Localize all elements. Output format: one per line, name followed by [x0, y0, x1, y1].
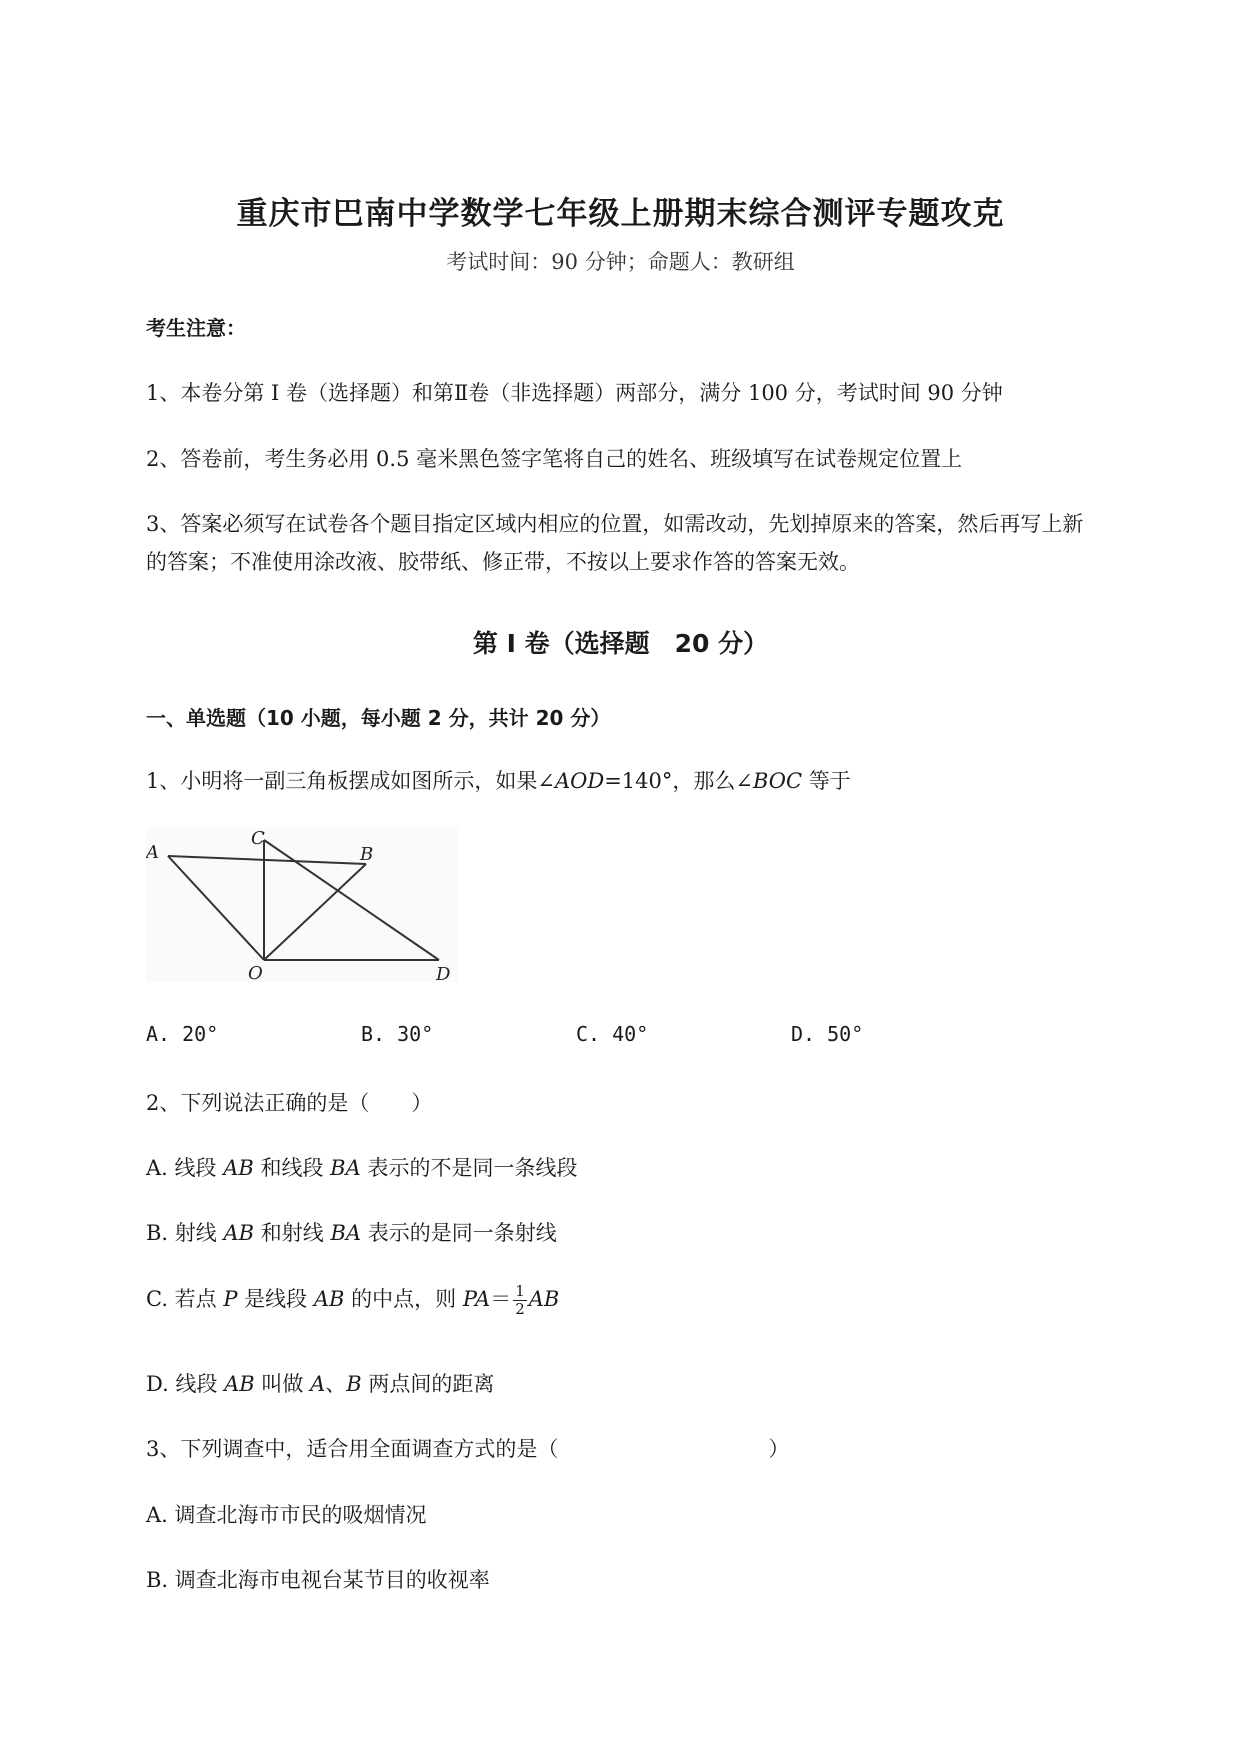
label-o: O: [248, 963, 263, 982]
label-d: D: [436, 964, 451, 982]
q2-option-d: [146, 1368, 494, 1398]
notice-item: 1、本卷分第 I 卷（选择题）和第Ⅱ卷（非选择题）两部分，满分 100 分，考试时间 90 分钟: [146, 381, 1003, 405]
option-text: 表示的是同一条射线: [361, 1221, 557, 1245]
option-text: 叫做: [254, 1372, 311, 1396]
var: AB: [223, 1221, 255, 1245]
angle-var: AOD: [554, 769, 605, 793]
var: AB: [528, 1287, 560, 1311]
q2-option-a: [146, 1152, 577, 1182]
exam-title: 重庆市巴南中学数学七年级上册期末综合测评专题攻克: [236, 196, 1005, 232]
fraction: [513, 1283, 527, 1318]
option-text: ＝: [490, 1287, 512, 1311]
label-b: B: [360, 844, 374, 865]
notice-item: 2、答卷前，考生务必用 0.5 毫米黑色签字笔将自己的姓名、班级填写在试卷规定位置上: [146, 447, 963, 471]
q2-option-c: [146, 1283, 559, 1318]
section-title: 第 I 卷（选择题 20 分）: [472, 629, 769, 658]
option-text: A. 线段: [146, 1156, 224, 1180]
notice-item: 3、答案必须写在试卷各个题目指定区域内相应的位置，如需改动，先划掉原来的答案，然后再写上新: [146, 512, 1084, 536]
fraction-denominator: 2: [515, 1300, 525, 1318]
option-text: 和线段: [253, 1156, 331, 1180]
fraction-numerator: 1: [515, 1282, 525, 1300]
option-text: 表示的不是同一条线段: [360, 1156, 578, 1180]
option-text: B. 射线: [146, 1221, 224, 1245]
exam-subtitle: 考试时间：90 分钟；命题人：教研组: [446, 250, 795, 274]
stem-text: =140°，那么∠: [604, 769, 753, 793]
q1-option-b: B. 30°: [361, 1022, 434, 1046]
var: AB: [223, 1156, 254, 1180]
label-c: C: [251, 828, 265, 849]
var: BA: [330, 1156, 361, 1180]
triangle-figure: [146, 828, 458, 982]
stem-text: 等于: [802, 769, 851, 793]
var: P: [223, 1287, 238, 1311]
option-text: 、: [325, 1372, 347, 1396]
var: AB: [313, 1287, 345, 1311]
question-1-stem: [146, 765, 851, 795]
option-text: 是线段: [237, 1287, 314, 1311]
var: A: [310, 1372, 326, 1396]
option-text: C. 若点: [146, 1287, 224, 1311]
question-3-stem: 3、下列调查中，适合用全面调查方式的是（ ）: [146, 1437, 790, 1461]
q1-option-c: C. 40°: [576, 1022, 649, 1046]
angle-var: BOC: [752, 769, 803, 793]
notice-heading: 考生注意：: [146, 316, 246, 340]
q3-option-b: B. 调查北海市电视台某节目的收视率: [146, 1568, 490, 1592]
q1-option-d: D. 50°: [791, 1022, 864, 1046]
option-text: 两点间的距离: [361, 1372, 495, 1396]
var: PA: [462, 1287, 491, 1311]
option-text: 和射线: [254, 1221, 331, 1245]
notice-item: 的答案；不准使用涂改液、胶带纸、修正带，不按以上要求作答的答案无效。: [146, 550, 860, 574]
option-text: D. 线段: [146, 1372, 225, 1396]
var: BA: [330, 1221, 362, 1245]
option-text: 的中点，则: [344, 1287, 463, 1311]
var: AB: [224, 1372, 255, 1396]
var: B: [346, 1372, 362, 1396]
stem-text: 1、小明将一副三角板摆成如图所示，如果∠: [146, 769, 555, 793]
part-heading: 一、单选题（10 小题，每小题 2 分，共计 20 分）: [146, 706, 611, 730]
q3-option-a: A. 调查北海市市民的吸烟情况: [146, 1503, 427, 1527]
label-a: A: [146, 842, 159, 863]
q1-option-a: A. 20°: [146, 1022, 219, 1046]
q2-option-b: [146, 1217, 557, 1247]
question-2-stem: 2、下列说法正确的是（ ）: [146, 1091, 433, 1115]
